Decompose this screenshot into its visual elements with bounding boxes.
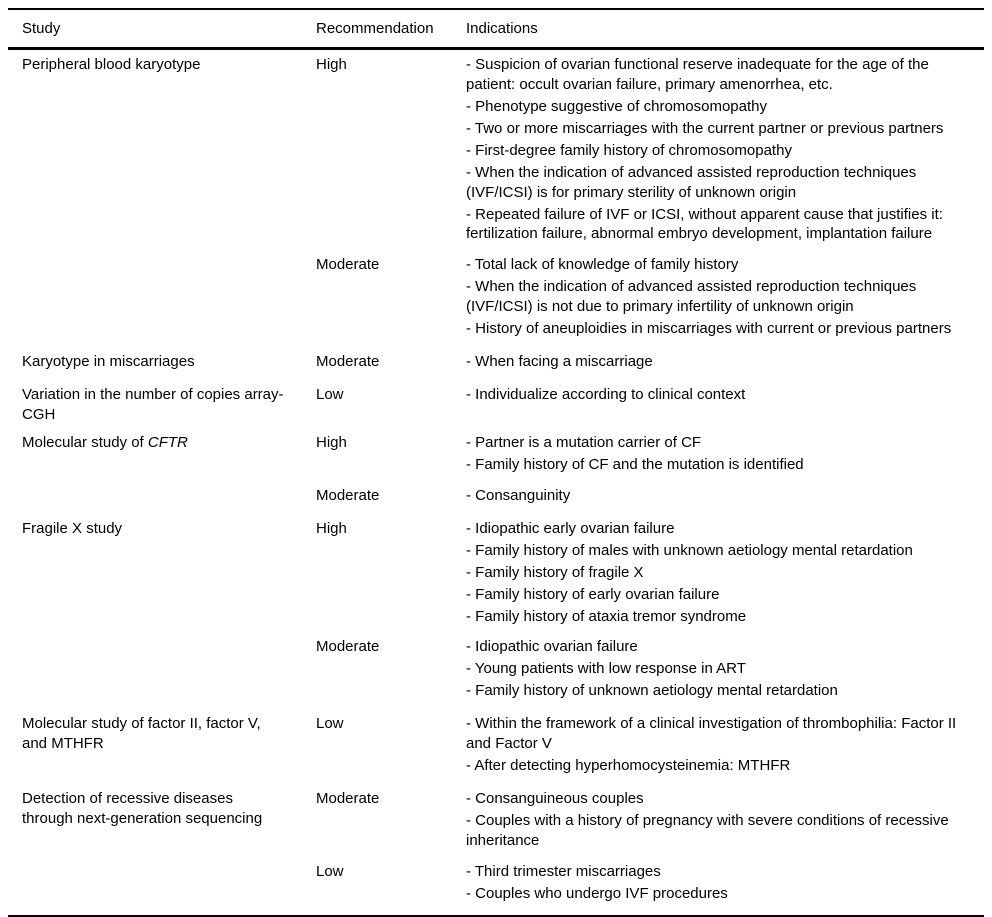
indication-item: - History of aneuploidies in miscarriages with current or previous partners: [466, 320, 952, 338]
table-header-row: [8, 9, 984, 48]
recommendation-level: Moderate: [316, 638, 380, 656]
indication-item: - When facing a miscarriage: [466, 353, 653, 371]
study-name-text: Peripheral blood karyotype: [22, 55, 201, 73]
table-header: [8, 9, 984, 48]
indication-item: - Young patients with low response in ART: [466, 660, 746, 678]
recommendation-level: Low: [316, 862, 344, 880]
study-name-cell: [8, 380, 302, 428]
column-header-recommendation: Recommendation: [302, 9, 452, 48]
indication-item: - Suspicion of ovarian functional reserve inadequate for the age of the patient: occult ovarian failure, primary amenorrhea, etc.: [466, 55, 929, 93]
recommendation-level: Moderate: [316, 353, 380, 371]
table-row: [8, 784, 984, 859]
indications-cell: [452, 634, 984, 709]
indication-item: - Idiopathic ovarian failure: [466, 638, 638, 656]
table-row: [8, 347, 984, 380]
indication-item: - Partner is a mutation carrier of CF: [466, 433, 702, 451]
recommendation-level: High: [316, 519, 347, 537]
recommendation-level: Low: [316, 386, 344, 404]
study-name-text: Detection of recessive diseases through next-generation sequencing: [22, 790, 263, 827]
table-row: [8, 48, 984, 252]
table-bottom-rule: [8, 915, 984, 917]
study-gene-name: CFTR: [147, 433, 188, 451]
indications-cell: [452, 514, 984, 635]
column-header-indications: Indications: [452, 9, 984, 48]
indication-item: - First-degree family history of chromosomopathy: [466, 141, 792, 159]
indications-cell: [452, 784, 984, 859]
table-row: [8, 514, 984, 635]
indications-cell: [452, 48, 984, 252]
indication-item: - When the indication of advanced assisted reproduction techniques (IVF/ICSI) is not due to primary infertility of unknown origin: [466, 278, 917, 316]
table-row: [8, 709, 984, 784]
recommendation-level: Moderate: [316, 486, 380, 504]
table-row: [8, 380, 984, 428]
indication-item: - Couples who undergo IVF procedures: [466, 884, 728, 902]
indication-item: - Total lack of knowledge of family history: [466, 256, 739, 274]
study-name-text: Molecular study of factor II, factor V, and MTHFR: [22, 715, 261, 753]
indications-cell: [452, 380, 984, 428]
recommendation-level: Low: [316, 715, 344, 733]
indication-item: - Family history of unknown aetiology mental retardation: [466, 682, 838, 700]
table-body: [8, 48, 984, 911]
indication-item: - Two or more miscarriages with the current partner or previous partners: [466, 119, 944, 137]
indications-cell: [452, 347, 984, 380]
recommendation-level: High: [316, 433, 347, 451]
table-row: [8, 428, 984, 483]
indication-item: - Within the framework of a clinical investigation of thrombophilia: Factor II and Factor V: [466, 715, 957, 753]
indications-cell: [452, 709, 984, 784]
study-name-cell: [8, 347, 302, 380]
indications-cell: [452, 428, 984, 483]
indication-item: - Family history of early ovarian failure: [466, 585, 720, 603]
study-name-text: Molecular study of: [22, 433, 148, 451]
recommendation-level: Moderate: [316, 790, 380, 808]
study-name-text: Variation in the number of copies array-CGH: [22, 386, 284, 423]
indication-item: - Family history of males with unknown aetiology mental retardation: [466, 541, 913, 559]
indication-item: - Family history of CF and the mutation is identified: [466, 455, 804, 473]
study-name-cell: [8, 428, 302, 514]
indication-item: - Couples with a history of pregnancy with severe conditions of recessive inheritance: [466, 812, 949, 849]
indication-item: - Individualize according to clinical context: [466, 386, 746, 404]
indication-item: - Idiopathic early ovarian failure: [466, 519, 675, 537]
indication-item: - Phenotype suggestive of chromosomopathy: [466, 97, 768, 115]
recommendation-level: Moderate: [316, 256, 380, 274]
indication-item: - After detecting hyperhomocysteinemia: MTHFR: [466, 757, 791, 775]
indication-item: - When the indication of advanced assisted reproduction techniques (IVF/ICSI) is for primary sterility of unknown origin: [466, 163, 917, 201]
study-name-cell: [8, 709, 302, 784]
study-name-text: Fragile X study: [22, 519, 123, 537]
indication-item: - Family history of fragile X: [466, 563, 644, 581]
study-name-text: Karyotype in miscarriages: [22, 353, 195, 371]
indication-item: - Family history of ataxia tremor syndrome: [466, 607, 747, 625]
indication-item: - Repeated failure of IVF or ICSI, without apparent cause that justifies it: fertilization failure, abnormal embryo development, implantation failure: [466, 205, 943, 243]
indications-cell: [452, 483, 984, 514]
indication-item: - Consanguinity: [466, 486, 571, 504]
indications-cell: [452, 859, 984, 912]
study-name-cell: [8, 514, 302, 710]
indication-item: - Third trimester miscarriages: [466, 862, 661, 880]
study-name-cell: [8, 784, 302, 912]
column-header-study: Study: [8, 9, 302, 48]
recommendation-level: High: [316, 55, 347, 73]
indications-cell: [452, 252, 984, 347]
indication-item: - Consanguineous couples: [466, 790, 644, 808]
genetic-studies-recommendation-table: [8, 8, 984, 912]
study-name-cell: [8, 48, 302, 347]
